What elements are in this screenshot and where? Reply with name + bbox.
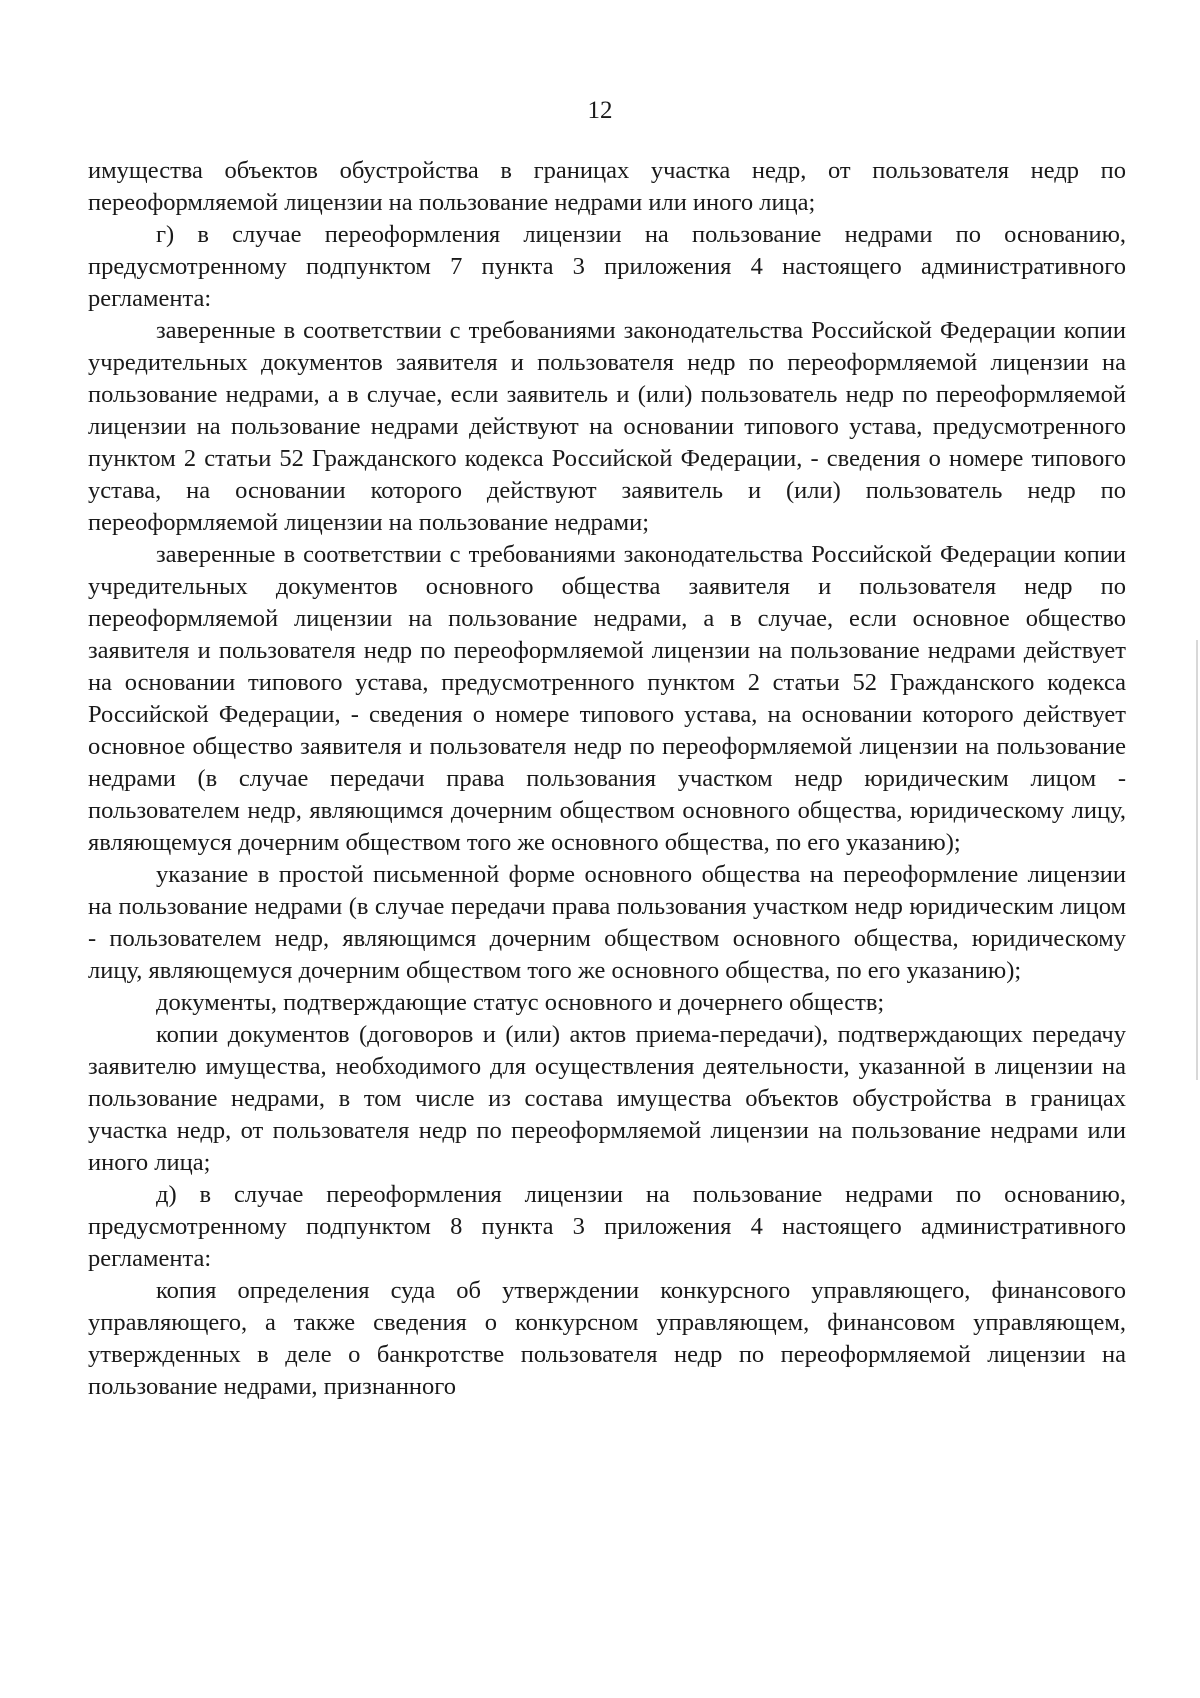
document-body — [88, 155, 1126, 1403]
paragraph: указание в простой письменной форме основного общества на переоформление лицензии на пользование недрами (в случае передачи права пользования участком недр юридическим лицом - пользователем недр, являющимся дочерним обществом основного общества, юридическому лицу, являющемуся дочерним обществом того же основного общества, по его указанию); — [88, 861, 1126, 984]
paragraph: копии документов (договоров и (или) актов приема-передачи), подтверждающих передачу заявителю имущества, необходимого для осуществления деятельности, указанной в лицензии на пользование недрами, в том числе из состава имущества объектов обустройства в границах участка недр, от пользователя недр по переоформляемой лицензии на пользование недрами или иного лица; — [88, 1021, 1126, 1176]
paragraph-item-g: г) в случае переоформления лицензии на пользование недрами по основанию, предусмотренному подпунктом 7 пункта 3 приложения 4 настоящего административного регламента: — [88, 221, 1126, 312]
paragraph-continuation: имущества объектов обустройства в границах участка недр, от пользователя недр по переоформляемой лицензии на пользование недрами или иного лица; — [88, 157, 1126, 216]
paragraph: заверенные в соответствии с требованиями законодательства Российской Федерации копии учредительных документов заявителя и пользователя недр по переоформляемой лицензии на пользование недрами, а в случае, если заявитель и (или) пользователь недр по переоформляемой лицензии на пользование недрами действуют на основании типового устава, предусмотренного пунктом 2 статьи 52 Гражданского кодекса Российской Федерации, - сведения о номере типового устава, на основании которого действуют заявитель и (или) пользователь недр по переоформляемой лицензии на пользование недрами; — [88, 317, 1126, 536]
paragraph: документы, подтверждающие статус основного и дочернего обществ; — [156, 989, 885, 1016]
paragraph-item-d: д) в случае переоформления лицензии на пользование недрами по основанию, предусмотренному подпунктом 8 пункта 3 приложения 4 настоящего административного регламента: — [88, 1181, 1126, 1272]
page-number: 12 — [587, 97, 613, 124]
paragraph: копия определения суда об утверждении конкурсного управляющего, финансового управляющего, а также сведения о конкурсном управляющем, финансовом управляющем, утвержденных в деле о банкротстве пользователя недр по переоформляемой лицензии на пользование недрами, признанного — [88, 1277, 1126, 1400]
paragraph: заверенные в соответствии с требованиями законодательства Российской Федерации копии учредительных документов основного общества заявителя и пользователя недр по переоформляемой лицензии на пользование недрами, а в случае, если основное общество заявителя и пользователя недр по переоформляемой лицензии на пользование недрами действует на основании типового устава, предусмотренного пунктом 2 статьи 52 Гражданского кодекса Российской Федерации, - сведения о номере типового устава, на основании которого действует основное общество заявителя и пользователя недр по переоформляемой лицензии на пользование недрами (в случае передачи права пользования участком недр юридическим лицом - пользователем недр, являющимся дочерним обществом основного общества, юридическому лицу, являющемуся дочерним обществом того же основного общества, по его указанию); — [88, 541, 1126, 856]
scan-edge-mark — [1196, 640, 1198, 1080]
